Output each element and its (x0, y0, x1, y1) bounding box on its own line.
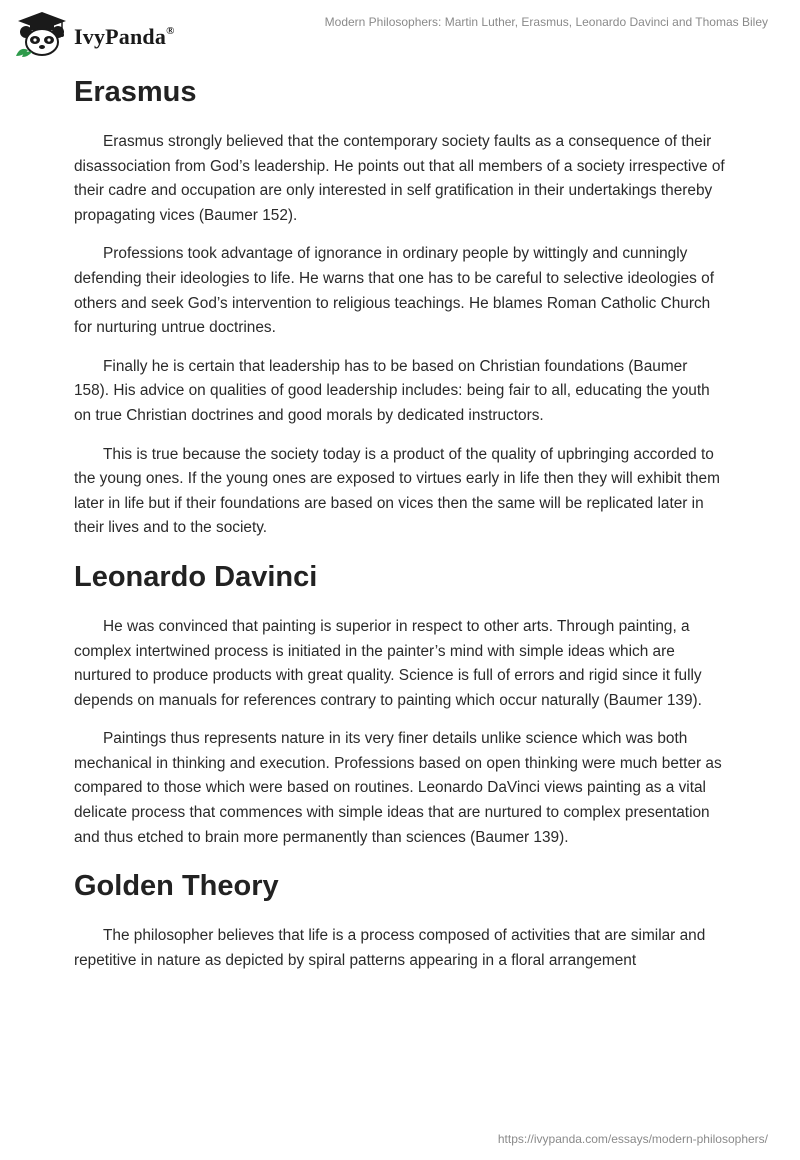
source-url[interactable]: https://ivypanda.com/essays/modern-philosophers/ (497, 1132, 768, 1146)
paragraph: The philosopher believes that life is a process composed of activities that are similar and repetitive in nature as depicted by spiral patterns appearing in a floral arrangement (74, 927, 706, 969)
section-erasmus (74, 74, 726, 541)
section-leonardo-davinci (74, 559, 726, 850)
registered-mark: ® (166, 24, 175, 37)
paragraph: Paintings thus represents nature in its very finer details unlike science which was both mechanical in thinking and execution. Professions based on open thinking were much better as compared to those which were based on routines. Leonardo DaVinci views painting as a vital delicate process that commences with simple ideas that are nurtured to complex presentation and thus etched to brain more permanently than sciences (Baumer 139). (74, 730, 722, 846)
brand-name: IvyPanda® (74, 24, 175, 49)
section-heading: Leonardo Davinci (74, 560, 318, 593)
document-title: Modern Philosophers: Martin Luther, Erasmus, Leonardo Davinci and Thomas Biley (324, 15, 768, 29)
paragraph: Finally he is certain that leadership has to be based on Christian foundations (Baumer 158). His advice on qualities of good leadership includes: being fair to all, educating the youth on true Christian doctrines and good morals by dedicated instructors. (74, 357, 710, 424)
paragraph: This is true because the society today is a product of the quality of upbringing accorded to the young ones. If the young ones are exposed to virtues early in life then they will exhibit them later in life but if their foundations are based on vices then the same will be replicated later in their lives and to the society. (74, 445, 720, 537)
ivypanda-logo[interactable] (14, 10, 175, 58)
panda-graduate-icon (14, 10, 70, 58)
section-heading: Golden Theory (74, 870, 279, 903)
essay-body (74, 74, 726, 987)
paragraph: He was convinced that painting is superior in respect to other arts. Through painting, a complex intertwined process is initiated in the painter’s mind with simple ideas which are nurtured to produce products with great quality. Science is full of errors and rigid since it fully depends on manuals for references contrary to painting which occur naturally (Baumer 139). (74, 617, 702, 709)
page-header (0, 0, 800, 64)
paragraph: Professions took advantage of ignorance in ordinary people by wittingly and cunningly defending their ideologies to life. He warns that one has to be careful to selective ideologies of others and seek God’s intervention to religious teachings. He blames Roman Catholic Church for nurturing untrue doctrines. (74, 245, 714, 337)
paragraph: Erasmus strongly believed that the contemporary society faults as a consequence of their disassociation from God’s leadership. He points out that all members of a society irrespective of their cadre and occupation are only interested in self gratification in their undertakings thereby propagating vices (Baumer 152). (74, 133, 725, 224)
section-heading: Erasmus (74, 76, 197, 108)
section-golden-theory (74, 868, 726, 973)
